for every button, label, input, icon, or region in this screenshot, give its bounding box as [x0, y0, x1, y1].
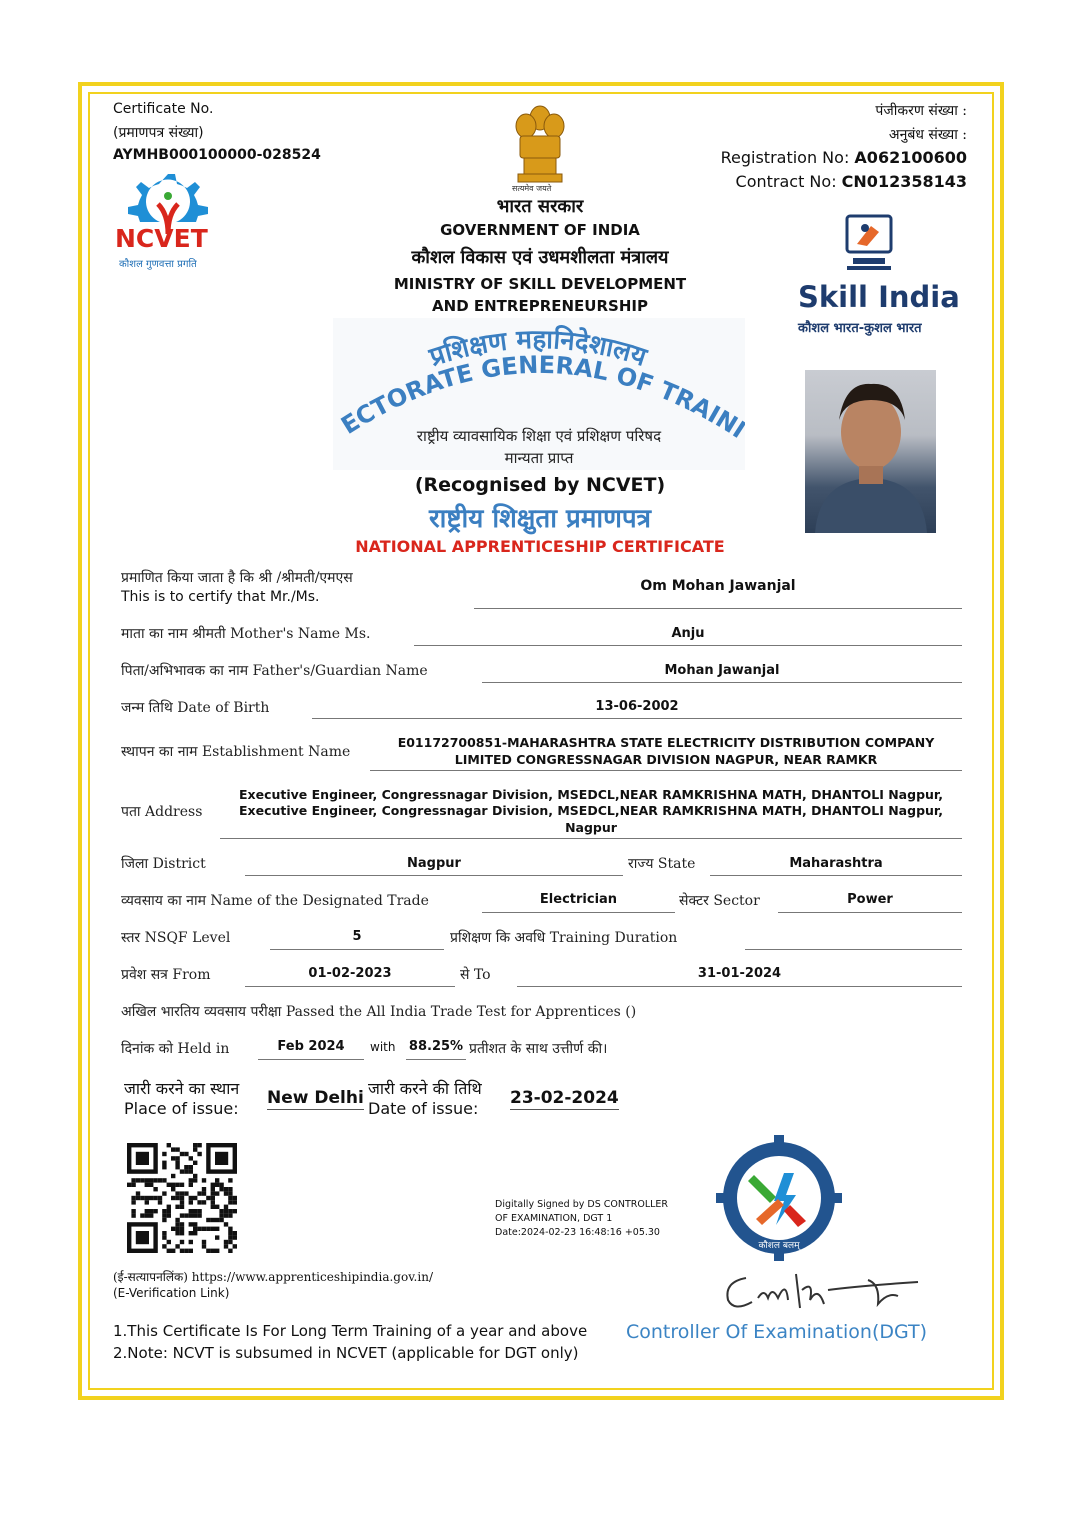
ministry-english-1: MINISTRY OF SKILL DEVELOPMENT [393, 275, 687, 293]
state-value: Maharashtra [789, 856, 883, 871]
verification-link-label: (E-Verification Link) [113, 1286, 230, 1300]
candidate-name: Om Mohan Jawanjal [640, 578, 796, 594]
registration-no-label: Registration No: [720, 148, 850, 167]
contract-no-value: CN012358143 [841, 172, 967, 191]
certify-english: This is to certify that Mr./Ms. [121, 589, 320, 605]
father-name: Mohan Jawanjal [664, 663, 780, 678]
note-1: 1.This Certificate Is For Long Term Training of a year and above [113, 1322, 588, 1340]
dgt-seal [333, 318, 745, 470]
place-of-issue-label: Place of issue: [124, 1099, 239, 1118]
trade-underline [482, 912, 675, 913]
passed-text: अखिल भारतिय व्यवसाय परीक्षा Passed the All India Trade Test for Apprentices () [121, 1004, 637, 1020]
certify-hindi: प्रमाणित किया जाता है कि श्री /श्रीमती/एमएस [121, 570, 353, 586]
controller-signature [718, 1268, 924, 1318]
ministry-hindi: कौशल विकास एवं उधमशीलता मंत्रालय [411, 247, 669, 268]
certificate-title-hindi: राष्ट्रीय शिक्षुता प्रमाणपत्र [428, 504, 652, 534]
address-line-1: Executive Engineer, Congressnagar Division, MSEDCL,NEAR RAMKRISHNA MATH, DHANTOLI Nagpur, [239, 787, 943, 802]
contract-no [736, 172, 967, 191]
dgt-council: राष्ट्रीय व्यावसायिक शिक्षा एवं प्रशिक्षण परिषद [416, 427, 662, 445]
held-underline [258, 1059, 364, 1060]
reg-label-hindi: पंजीकरण संख्या : [875, 103, 967, 119]
nsqf-underline [270, 949, 444, 950]
place-of-issue-value: New Delhi [267, 1088, 364, 1108]
registration-no-value: A062100600 [854, 148, 967, 167]
place-of-issue-hindi: जारी करने का स्थान [124, 1079, 240, 1098]
percent-underline [406, 1059, 466, 1060]
digital-signature-line-3: Date:2024-02-23 16:48:16 +05.30 [495, 1227, 660, 1238]
from-label: प्रवेश सत्र From [121, 967, 211, 983]
district-label: जिला District [121, 856, 206, 872]
svg-text:DIRECTORATE GENERAL OF TRAININ: ECTORATE GENERAL OF TRAIN [336, 350, 743, 440]
to-underline [517, 986, 962, 987]
establishment-line-2: LIMITED CONGRESSNAGAR DIVISION NAGPUR, NEAR RAMKR [454, 752, 878, 767]
establishment-line-1: E01172700851-MAHARASHTRA STATE ELECTRICITY DISTRIBUTION COMPANY [397, 735, 935, 750]
establishment-label: स्थापन का नाम Establishment Name [121, 744, 351, 760]
skill-india-computer-icon [843, 214, 895, 272]
ministry-english-2: AND ENTREPRENEURSHIP [432, 297, 648, 315]
contract-no-label: Contract No: [735, 172, 837, 191]
date-of-issue-hindi: जारी करने की तिथि [368, 1079, 482, 1098]
date-of-issue-value: 23-02-2024 [510, 1088, 619, 1108]
govt-of-india: GOVERNMENT OF INDIA [440, 221, 640, 239]
registration-no [721, 148, 967, 167]
duration-label: प्रशिक्षण कि अवधि Training Duration [450, 930, 678, 946]
mother-underline [414, 645, 962, 646]
name-underline [474, 608, 962, 609]
note-2: 2.Note: NCVT is subsumed in NCVET (applicable for DGT only) [113, 1344, 579, 1362]
address-line-2: Executive Engineer, Congressnagar Division, MSEDCL,NEAR RAMKRISHNA MATH, DHANTOLI Nagpur, [239, 803, 943, 818]
father-underline [482, 682, 962, 683]
state-underline [710, 875, 962, 876]
address-underline [220, 838, 962, 839]
held-value: Feb 2024 [277, 1039, 345, 1054]
mother-name: Anju [671, 626, 705, 641]
sector-underline [778, 912, 962, 913]
to-value: 31-01-2024 [697, 966, 782, 981]
trade-value: Electrician [539, 892, 618, 907]
to-label: से To [460, 967, 491, 983]
cert-no-label-hi: (प्रमाणपत्र संख्या) [113, 125, 204, 141]
date-of-issue-label: Date of issue: [368, 1099, 479, 1118]
dob-value: 13-06-2002 [595, 699, 679, 714]
nsqf-label: स्तर NSQF Level [121, 930, 231, 946]
district-value: Nagpur [407, 856, 461, 871]
percent-suffix: प्रतीशत के साथ उत्तीर्ण की। [469, 1041, 608, 1057]
from-value: 01-02-2023 [308, 966, 392, 981]
bharat-sarkar: भारत सरकार [496, 196, 584, 217]
district-underline [245, 875, 623, 876]
ncvet-logo-tagline: कौशल गुणवत्ता प्रगति [119, 259, 197, 270]
dob-underline [312, 718, 962, 719]
kaushal-logo-text: कौशल बलम् [758, 1241, 800, 1251]
dob-label: जन्म तिथि Date of Birth [121, 700, 270, 716]
verification-link[interactable]: (ई-सत्यापनलिंक) https://www.apprenticeshipindia.gov.in/ [113, 1270, 433, 1284]
emblem-motto: सत्यमेव जयते [512, 184, 552, 193]
certificate-title-english: NATIONAL APPRENTICESHIP CERTIFICATE [355, 537, 725, 556]
with-text: with [370, 1040, 396, 1054]
digital-signature-line-2: OF EXAMINATION, DGT 1 [495, 1213, 613, 1224]
cert-no-label: Certificate No. [113, 101, 214, 117]
held-label: दिनांक को Held in [121, 1041, 230, 1057]
state-label: राज्य State [628, 856, 696, 872]
nsqf-value: 5 [352, 929, 362, 944]
skill-india-title: Skill India [798, 280, 960, 314]
sector-label: सेक्टर Sector [679, 893, 760, 909]
recognised-by-ncvet: (Recognised by NCVET) [414, 474, 666, 496]
skill-india-tagline: कौशल भारत-कुशल भारत [798, 321, 922, 336]
controller-of-examination: Controller Of Examination(DGT) [626, 1321, 928, 1343]
mother-label: माता का नाम श्रीमती Mother's Name Ms. [121, 626, 371, 642]
address-line-3: Nagpur [565, 820, 617, 835]
cert-no-value: AYMHB000100000-028524 [113, 147, 321, 163]
from-underline [245, 986, 455, 987]
ncvet-logo-text: NCVET [115, 224, 208, 253]
qr-code[interactable] [122, 1138, 242, 1258]
father-label: पिता/अभिभावक का नाम Father's/Guardian Name [121, 663, 428, 679]
national-emblem-icon [508, 100, 572, 192]
establishment-underline [370, 770, 962, 771]
svg-text:प्रशिक्षण महानिदेशालय: प्रशिक्षण महानिदेशालय [426, 324, 651, 373]
trade-label: व्यवसाय का नाम Name of the Designated Trade [121, 893, 429, 909]
digital-signature-block [495, 1198, 668, 1240]
sector-value: Power [847, 892, 893, 907]
address-label: पता Address [121, 804, 203, 820]
contract-label-hindi: अनुबंध संख्या : [888, 127, 967, 143]
duration-underline [745, 949, 962, 950]
percent-value: 88.25% [408, 1039, 464, 1054]
digital-signature-line-1: Digitally Signed by DS CONTROLLER [495, 1199, 669, 1210]
dgt-recognised-hindi: मान्यता प्राप्त [504, 449, 574, 467]
kaushal-balam-logo [716, 1135, 842, 1261]
